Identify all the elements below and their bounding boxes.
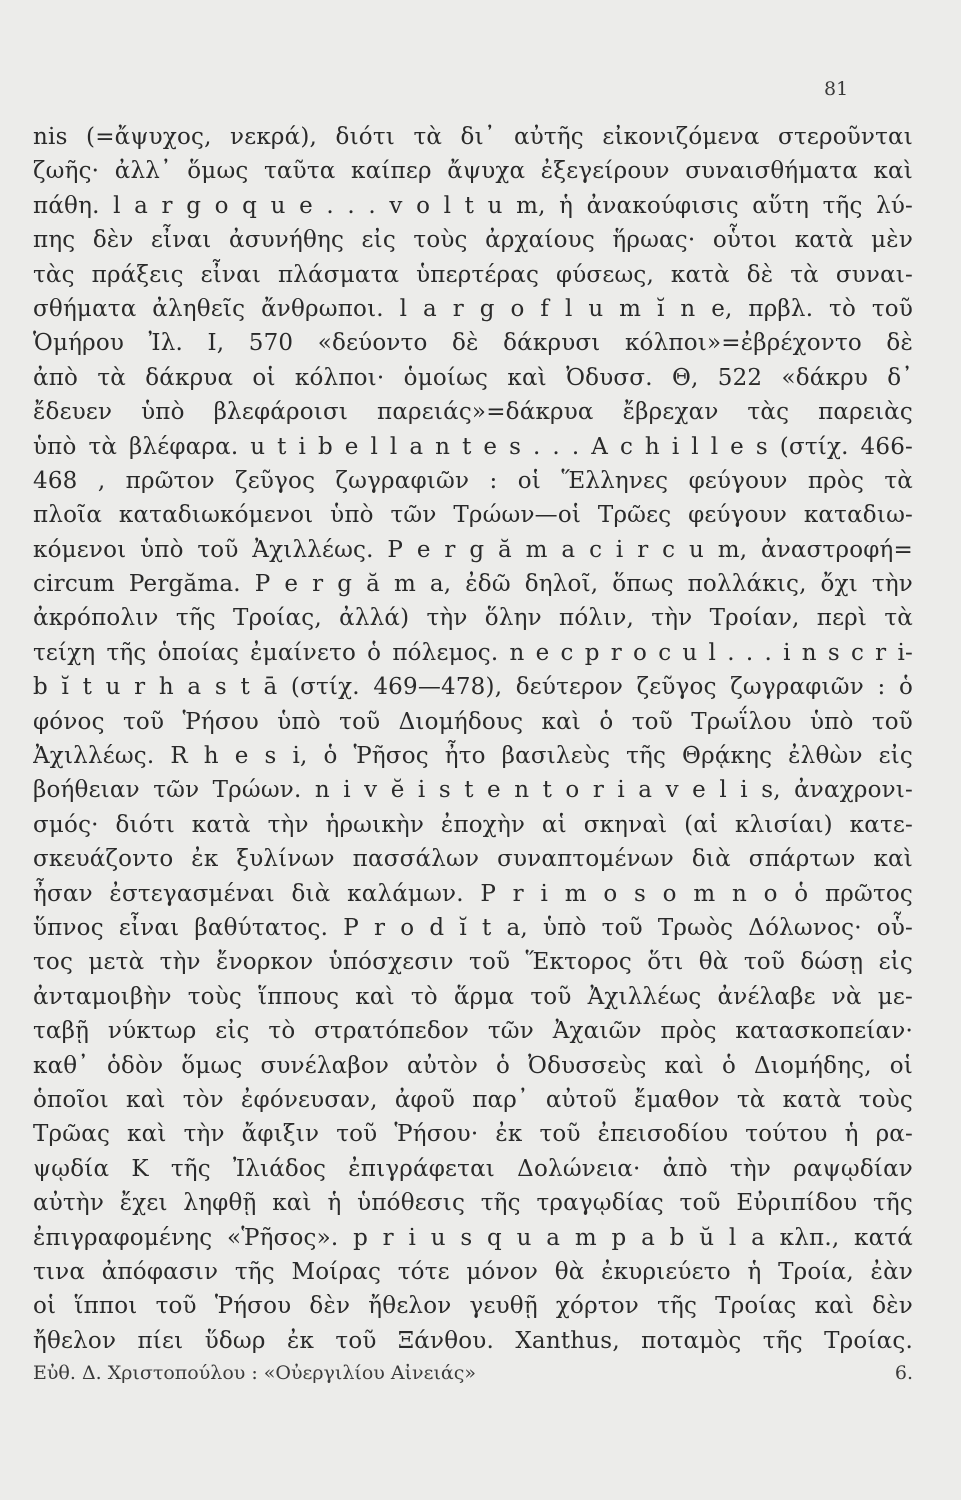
text-line: nis (=ἄψυχος, νεκρά), διότι τὰ δι᾿ αὐτῆς εἰκονιζόμενα στεροῦνται	[33, 124, 913, 150]
text-line: πης δὲν εἶναι ἀσυνήθης εἰς τοὺς ἀρχαίους ἥρωας· οὗτοι κατὰ μὲν	[33, 227, 913, 254]
text-line: ἀκρόπολιν τῆς Τροίας, ἀλλά) τὴν ὅλην πόλιν, τὴν Τροίαν, περὶ τὰ	[33, 605, 913, 632]
text-line: circum Pergăma. P e r g ă m a, ἐδῶ δηλοῖ, ὅπως πολλάκις, ὄχι τὴν	[33, 571, 913, 598]
text-line: σμός· διότι κατὰ τὴν ἡρωικὴν ἐποχὴν αἱ σκηναὶ (αἱ κλισίαι) κατε-	[33, 811, 913, 838]
commentary-text	[33, 120, 913, 1358]
text-line: πλοῖα καταδιωκόμενοι ὑπὸ τῶν Τρώων—οἱ Τρῶες φεύγουν καταδιω-	[33, 502, 913, 529]
text-line: ψῳδία Κ τῆς Ἰλιάδος ἐπιγράφεται Δολώνεια· ἀπὸ τὴν ραψῳδίαν	[33, 1155, 913, 1182]
text-line: ἔδευεν ὑπὸ βλεφάροισι παρειάς»=δάκρυα ἔβρεχαν τὰς παρειὰς	[33, 399, 913, 426]
text-line: ἤθελον πίει ὕδωρ ἐκ τοῦ Ξάνθου. Xanthus, ποταμὸς τῆς Τροίας.	[33, 1327, 913, 1354]
text-line: βοήθειαν τῶν Τρώων. n i v ĕ i s t e n t o r i a v e l i s, ἀναχρονι-	[33, 777, 913, 804]
text-line: κόμενοι ὑπὸ τοῦ Ἀχιλλέως. P e r g ă m a c i r c u m, ἀναστροφή=	[33, 536, 913, 563]
text-line: οἱ ἵπποι τοῦ Ῥήσου δὲν ἤθελον γευθῇ χόρτον τῆς Τροίας καὶ δὲν	[33, 1293, 913, 1320]
text-line: 468 , πρῶτον ζεῦγος ζωγραφιῶν : οἱ Ἕλληνες φεύγουν πρὸς τὰ	[33, 467, 913, 494]
page-number: 81	[824, 78, 849, 100]
text-line: Ὁμήρου Ἰλ. Ι, 570 «δεύοντο δὲ δάκρυσι κόλποι»=ἐβρέχοντο δὲ	[33, 330, 913, 357]
text-line: Ἀχιλλέως. R h e s i, ὁ Ῥῆσος ἦτο βασιλεὺς τῆς Θρᾴκης ἐλθὼν εἰς	[33, 743, 913, 770]
text-line: ἀνταμοιβὴν τοὺς ἵππους καὶ τὸ ἅρμα τοῦ Ἀχιλλέως ἀνέλαβε νὰ με-	[33, 983, 913, 1010]
text-line: σθήματα ἀληθεῖς ἄνθρωποι. l a r g o f l u m ĭ n e, πρβλ. τὸ τοῦ	[33, 295, 913, 322]
text-line: πάθη. l a r g o q u e . . . v o l t u m, ἡ ἀνακούφισις αὕτη τῆς λύ-	[33, 192, 913, 219]
text-line: Τρῶας καὶ τὴν ἄφιξιν τοῦ Ῥήσου· ἐκ τοῦ ἐπεισοδίου τούτου ἡ ρα-	[33, 1121, 913, 1148]
text-line: καθ᾿ ὁδὸν ὅμως συνέλαβον αὐτὸν ὁ Ὀδυσσεὺς καὶ ὁ Διομήδης, οἱ	[33, 1052, 913, 1079]
text-line: αὐτὴν ἔχει ληφθῇ καὶ ἡ ὑπόθεσις τῆς τραγῳδίας τοῦ Εὐριπίδου τῆς	[33, 1190, 913, 1217]
text-line: ἦσαν ἐστεγασμέναι διὰ καλάμων. P r i m o s o m n o ὁ πρῶτος	[33, 880, 913, 907]
page-footer	[33, 1362, 913, 1384]
text-line: τος μετὰ τὴν ἔνορκον ὑπόσχεσιν τοῦ Ἕκτορος ὅτι θὰ τοῦ δώσῃ εἰς	[33, 949, 913, 976]
text-line: φόνος τοῦ Ῥήσου ὑπὸ τοῦ Διομήδους καὶ ὁ τοῦ Τρωΐλου ὑπὸ τοῦ	[33, 708, 913, 735]
text-line: τινα ἀπόφασιν τῆς Μοίρας τότε μόνον θὰ ἐκυριεύετο ἡ Τροία, ἐὰν	[33, 1258, 913, 1285]
text-line: σκευάζοντο ἐκ ξυλίνων πασσάλων συναπτομένων διὰ σπάρτων καὶ	[33, 846, 913, 873]
text-line: τείχη τῆς ὁποίας ἐμαίνετο ὁ πόλεμος. n e c p r o c u l . . . i n s c r i-	[33, 639, 913, 666]
text-line: τὰς πράξεις εἶναι πλάσματα ὑπερτέρας φύσεως, κατὰ δὲ τὰ συναι-	[33, 261, 913, 288]
text-line: ταβῇ νύκτωρ εἰς τὸ στρατόπεδον τῶν Ἀχαιῶν πρὸς κατασκοπείαν·	[33, 1018, 913, 1045]
signature-mark: 6.	[894, 1362, 913, 1384]
text-line: b ĭ t u r h a s t ā (στίχ. 469—478), δεύτερον ζεῦγος ζωγραφιῶν : ὁ	[33, 674, 913, 701]
text-line: ὑπὸ τὰ βλέφαρα. u t i b e l l a n t e s . . . A c h i l l e s (στίχ. 466-	[33, 433, 913, 460]
text-line: ἀπὸ τὰ δάκρυα οἱ κόλποι· ὁμοίως καὶ Ὀδυσσ. Θ, 522 «δάκρυ δ᾿	[33, 364, 913, 391]
text-line: ὕπνος εἶναι βαθύτατος. P r o d ĭ t a, ὑπὸ τοῦ Τρωὸς Δόλωνος· οὗ-	[33, 914, 913, 941]
footer-citation: Εὐθ. Δ. Χριστοπούλου : «Οὐεργιλίου Αἰνειάς»	[33, 1362, 476, 1384]
text-line: ζωῆς· ἀλλ᾿ ὅμως ταῦτα καίπερ ἄψυχα ἐξεγείρουν συναισθήματα καὶ	[33, 158, 913, 185]
text-line: ἐπιγραφομένης «Ῥῆσος». p r i u s q u a m p a b ŭ l a κλπ., κατά	[33, 1224, 913, 1251]
text-line: ὁποῖοι καὶ τὸν ἐφόνευσαν, ἀφοῦ παρ᾿ αὐτοῦ ἔμαθον τὰ κατὰ τοὺς	[33, 1086, 913, 1113]
